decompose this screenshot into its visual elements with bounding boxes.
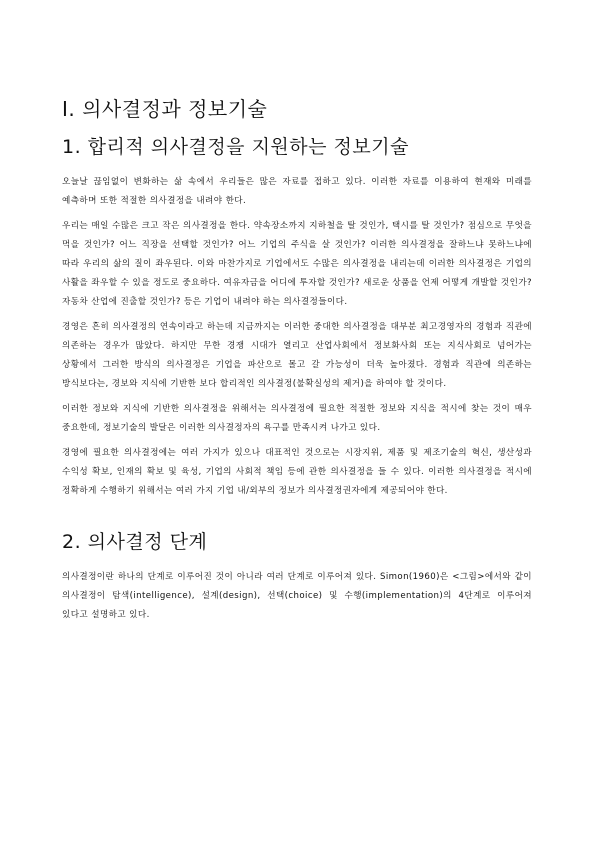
section-title: 2. 의사결정 단계 [62, 531, 208, 553]
paragraph: 경영에 필요한 의사결정에는 여러 가지가 있으나 대표적인 것으로는 시장지위, 제품 및 제조기술의 혁신, 생산성과 수익성 확보, 인재의 확보 및 육성, 기업의 사회적 책임 등에 관한 의사결정을 들 수 있다. 이러한 의사결정을 적시에 정확하게 수행하기 위해서는 여러 가지 기업 내/외부의 정보가 의사결정권자에게 제공되어야 한다. [62, 448, 532, 496]
section-rational-decision-making [62, 132, 532, 501]
paragraph: 우리는 매일 수많은 크고 작은 의사결정을 한다. 약속장소까지 지하철을 탈 것인가, 택시를 탈 것인가? 점심으로 무엇을 먹을 것인가? 어느 직장을 선택할 것인가? 어느 기업의 주식을 살 것인가? 이러한 의사결정을 잘하느냐 못하느냐에 따라 우리의 삶의 질이 좌우된다. 이와 마찬가지로 기업에서도 수많은 의사결정을 내리는데 이러한 의사결정은 기업의 사활을 좌우할 수 있을 정도로 중요하다. 여유자금을 어디에 투자할 것인가? 새로운 상품을 언제 어떻게 개발할 것인가? 자동차 산업에 진출할 것인가? 등은 기업이 내려야 하는 의사결정들이다. [62, 221, 532, 307]
section-decision-stages [62, 527, 532, 625]
section-title: 1. 합리적 의사결정을 지원하는 정보기술 [62, 136, 409, 158]
chapter-title: Ⅰ. 의사결정과 정보기술 [62, 97, 268, 121]
paragraph: 의사결정이란 하나의 단계로 이루어진 것이 아니라 여러 단계로 이루어져 있다. Simon(1960)은 <그림>에서와 같이 의사결정이 탐색(intelligence), 설계(design), 선택(choice) 및 수행(implementation)의 4단계로 이루어져 있다고 설명하고 있다. [62, 572, 532, 620]
paragraph: 경영은 흔히 의사결정의 연속이라고 하는데 지금까지는 이러한 중대한 의사결정을 대부분 최고경영자의 경험과 직관에 의존하는 경우가 많았다. 하지만 무한 경쟁 시대가 열리고 산업사회에서 정보화사회 또는 지식사회로 넘어가는 상황에서 그러한 방식의 의사결정은 기업을 파산으로 몰고 갈 가능성이 더욱 높아졌다. 경험과 직관에 의존하는 방식보다는, 경보와 지식에 기반한 보다 합리적인 의사결정(불확실성의 제거)을 하여야 할 것이다. [62, 322, 532, 389]
paragraph: 이러한 정보와 지식에 기반한 의사결정을 위해서는 의사결정에 필요한 적절한 정보와 지식을 적시에 찾는 것이 매우 중요한데, 정보기술의 발달은 이러한 의사결정자의 욕구를 만족시켜 나가고 있다. [62, 404, 532, 433]
document-body [62, 93, 532, 631]
paragraph: 오늘날 끊임없이 변화하는 삶 속에서 우리들은 많은 자료를 접하고 있다. 이러한 자료를 이용하여 현재와 미래를 예측하며 또한 적절한 의사결정을 내려야 한다. [62, 177, 532, 206]
